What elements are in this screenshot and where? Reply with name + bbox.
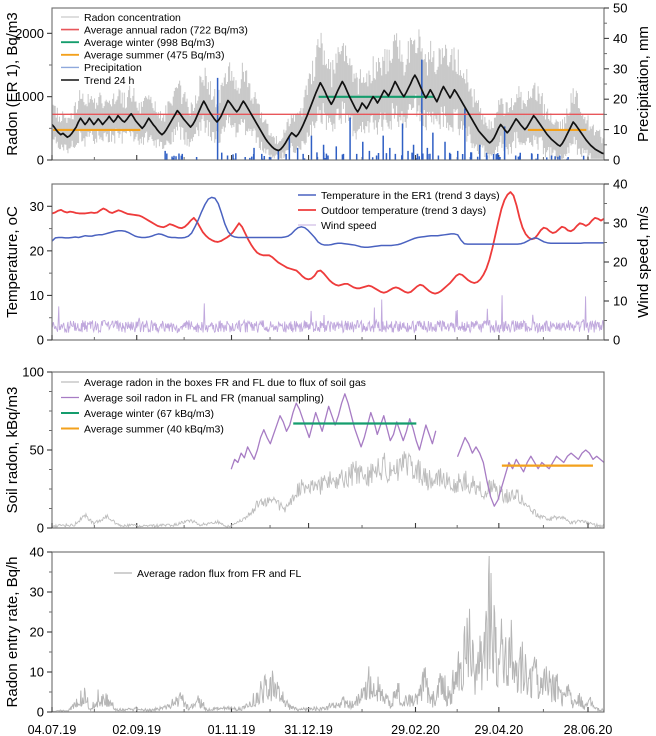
y-axis-title: Temperature, oC (4, 206, 21, 318)
y-tick-label-right: 0 (613, 152, 621, 168)
x-tick-label: 29.04.20 (474, 723, 524, 736)
y-tick-label: 2000 (15, 25, 44, 41)
legend-label: Temperature in the ER1 (trend 3 days) (321, 189, 500, 202)
legend-panel-temperature (298, 190, 500, 232)
y-tick-label: 0 (36, 520, 44, 536)
wind-speed-series (52, 295, 604, 332)
y-tick-label: 30 (29, 584, 44, 600)
y-tick-label: 1000 (15, 89, 44, 105)
y-axis-title: Soil radon, kBq/m3 (4, 386, 21, 514)
y-tick-label-right: 50 (613, 0, 628, 16)
y-tick-label-right: 30 (613, 61, 628, 77)
y-tick-label-right: 40 (613, 30, 628, 46)
soil-manual-campaign-2 (458, 438, 604, 507)
x-axis (52, 335, 588, 340)
y-tick-label: 20 (29, 624, 44, 640)
legend-label: Trend 24 h (84, 74, 135, 87)
radon-flux-trace (52, 556, 604, 712)
panel-panel-soil-radon (4, 365, 604, 536)
legend-label: Outdoor temperature (trend 3 days) (321, 204, 487, 217)
y-tick-label: 10 (29, 287, 44, 303)
y-tick-label-right: 20 (613, 91, 628, 107)
y-axis-right (604, 1, 627, 168)
y-axis-right (604, 177, 627, 348)
legend-label: Average summer (475 Bq/m3) (84, 49, 225, 62)
legend-label: Wind speed (321, 219, 377, 232)
y-tick-label: 0 (36, 152, 44, 168)
y-tick-label-right: 10 (613, 293, 628, 309)
y-tick-label-right: 10 (613, 122, 628, 138)
x-tick-label: 02.09.19 (112, 723, 162, 736)
y-tick-label-right: 30 (613, 215, 628, 231)
soil-box-series (52, 451, 604, 527)
reference-lines-soil (293, 423, 593, 465)
legend-panel-radon-entry-rate (114, 568, 302, 580)
legend-label: Average winter (67 kBq/m3) (84, 407, 214, 420)
y-axis-left (30, 199, 52, 348)
y-axis-left (22, 365, 52, 536)
panel-panel-radon-entry-rate (4, 545, 612, 736)
legend-label: Average radon flux from FR and FL (137, 567, 302, 580)
x-tick-label: 01.11.19 (207, 723, 256, 736)
x-tick-label: 28.06.20 (563, 723, 613, 736)
y-axis-title-right: Precipitation, mm (635, 26, 652, 142)
legend-label: Average winter (998 Bq/m3) (84, 37, 215, 49)
legend-label: Average annual radon (722 Bq/m3) (84, 24, 248, 37)
soil-box-trace (52, 451, 604, 527)
x-axis (52, 523, 588, 528)
legend-panel-radon (61, 12, 248, 87)
y-tick-label-right: 40 (613, 176, 628, 192)
y-tick-label-right: 0 (613, 332, 621, 348)
wind-speed-trace (52, 295, 604, 332)
legend-label: Average summer (40 kBq/m3) (84, 423, 224, 436)
radon-flux-series (52, 556, 604, 712)
x-tick-label: 29.02.20 (391, 723, 440, 736)
y-axis-left (30, 545, 52, 720)
legend-label: Average radon in the boxes FR and FL due to flux of soil gas (84, 376, 366, 389)
y-tick-label: 20 (29, 243, 44, 259)
x-tick-label: 31.12.19 (284, 723, 333, 736)
y-axis-title: Radon (ER 1), Bq/m3 (4, 12, 21, 156)
y-axis-title-right: Wind speed, m/s (635, 206, 652, 318)
y-tick-label: 100 (22, 364, 44, 380)
y-tick-label: 50 (29, 442, 44, 458)
y-axis-title: Radon entry rate, Bq/h (4, 556, 21, 708)
y-tick-label: 0 (36, 332, 44, 348)
x-axis (52, 155, 588, 160)
panel-radon-entry-rate-plot (52, 556, 604, 712)
y-tick-label: 30 (29, 198, 44, 214)
y-tick-label: 10 (29, 664, 44, 680)
x-tick-label: 04.07.19 (27, 723, 77, 736)
y-tick-label: 40 (29, 544, 44, 560)
legend-label: Precipitation (84, 62, 142, 75)
y-tick-label: 0 (36, 704, 44, 720)
y-tick-label-right: 20 (613, 254, 628, 270)
legend-label: Radon concentration (84, 11, 181, 24)
legend-label: Average soil radon in FL and FR (manual sampling) (84, 392, 324, 405)
